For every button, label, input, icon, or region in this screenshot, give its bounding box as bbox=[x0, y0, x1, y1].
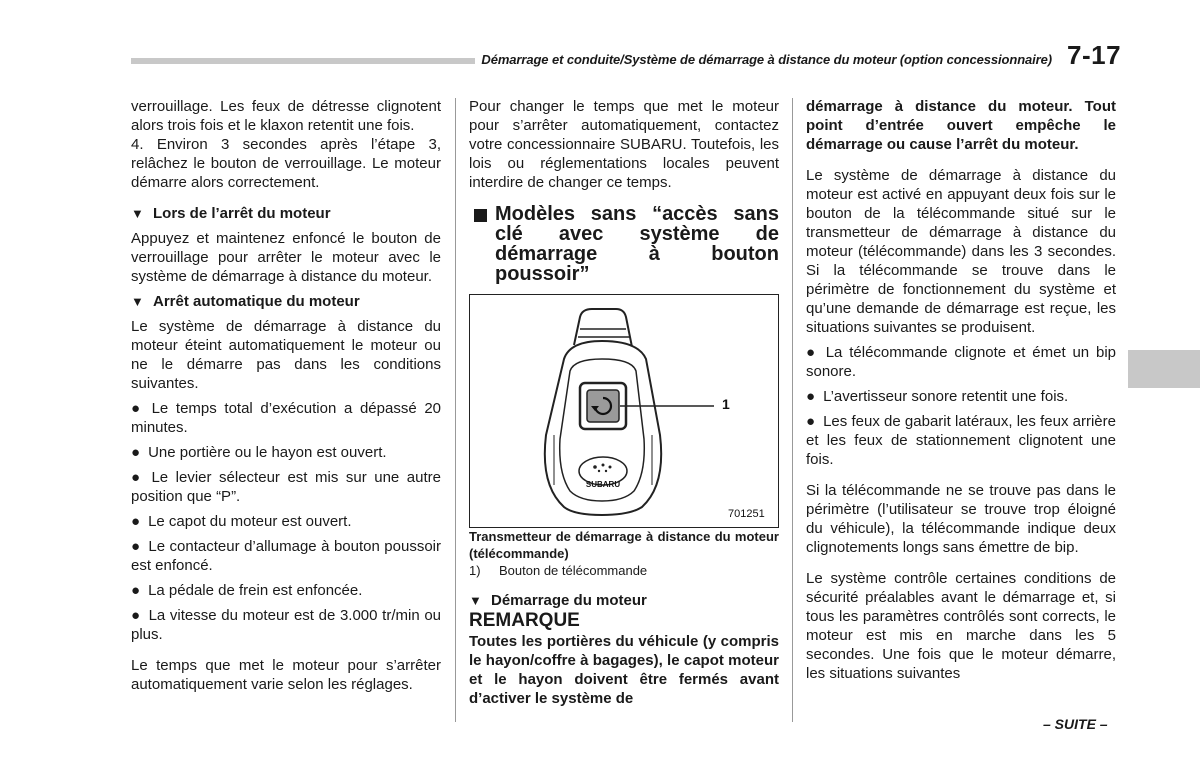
figure-caption: Transmetteur de démarrage à distance du moteur (télécommande) bbox=[469, 529, 779, 561]
note-continuation: démarrage à distance du moteur. Tout point d’entrée ouvert empêche le démarrage ou cause l’arrêt du moteur. bbox=[806, 98, 1116, 153]
list-item: ● Le contacteur d’allumage à bouton poussoir est enfoncé. bbox=[131, 538, 442, 574]
triangle-icon: ▼ bbox=[469, 593, 482, 608]
paragraph: Pour changer le temps que met le moteur pour s’arrêter automatiquement, contactez votre concessionnaire SUBARU. Toutefois, les lois ou réglementations locales peuvent interdire de changer ce temps. bbox=[469, 98, 779, 191]
paragraph: Le système contrôle certaines conditions de sécurité préalables avant le démarrage et, si tous les paramètres contrôlés sont corrects, le moteur est mis en marche dans les 5 secondes. Une fois que le moteur démarre, les situations suivantes bbox=[806, 570, 1116, 682]
paragraph: Le système de démarrage à distance du moteur éteint automatiquement le moteur ou ne le démarre pas dans les conditions suivantes. bbox=[131, 318, 441, 392]
triangle-icon: ▼ bbox=[131, 206, 144, 221]
section-title: Modèles sans “accès sans clé avec système de démarrage à bouton poussoir” bbox=[469, 204, 779, 284]
logo-text: SUBARU bbox=[585, 480, 621, 489]
running-header: Démarrage et conduite/Système de démarrage à distance du moteur (option concessionnaire) bbox=[475, 52, 1052, 67]
bullet-icon: ● bbox=[131, 444, 141, 461]
square-marker-icon bbox=[474, 209, 487, 222]
step-4: 4. Environ 3 secondes après l’étape 3, relâchez le bouton de verrouillage. Le moteur démarre alors correctement. bbox=[131, 136, 441, 191]
callout-number: 1 bbox=[722, 396, 730, 412]
page-number: 7-17 bbox=[1067, 40, 1122, 70]
list-item: ● Les feux de gabarit latéraux, les feux arrière et les feux de stationnement clignotent une fois. bbox=[806, 413, 1116, 468]
chapter-edge-tab bbox=[1128, 350, 1200, 388]
paragraph: Le système de démarrage à distance du moteur est activé en appuyant deux fois sur le bouton de la télécommande situé sur le transmetteur de démarrage à distance du moteur (télécommande) dans les 3 secondes. Si la télécommande se trouve dans le périmètre de fonctionnement du système et qu’une demande de démarrage est reçue, les situations suivantes se produisent. bbox=[806, 167, 1116, 336]
triangle-icon: ▼ bbox=[131, 294, 144, 309]
paragraph: Appuyez et maintenez enfoncé le bouton de verrouillage pour arrêter le moteur avec le système de démarrage à distance du moteur. bbox=[131, 230, 441, 285]
column-divider-1 bbox=[455, 98, 456, 722]
note-text: Toutes les portières du véhicule (y compris le hayon/coffre à bagages), le capot moteur et le hayon doivent être fermés avant d’activer le système de bbox=[469, 633, 779, 707]
paragraph: Si la télécommande ne se trouve pas dans le périmètre (l’utilisateur se trouve trop éloigné du véhicule), la télécommande indique deux clignotements longs sans émettre de bip. bbox=[806, 482, 1116, 556]
bullet-icon: ● bbox=[806, 388, 816, 405]
bullet-icon: ● bbox=[131, 538, 141, 555]
bullet-icon: ● bbox=[131, 400, 144, 417]
figure-code: 701251 bbox=[728, 508, 765, 520]
subheading-auto-stop: ▼ Arrêt automatique du moteur bbox=[131, 293, 360, 310]
bullet-icon: ● bbox=[806, 413, 816, 430]
bullet-icon: ● bbox=[131, 582, 141, 599]
paragraph: Le temps que met le moteur pour s’arrêter automatiquement varie selon les réglages. bbox=[131, 657, 441, 693]
remarque-heading: REMARQUE bbox=[469, 610, 580, 631]
bullet-icon: ● bbox=[131, 469, 144, 486]
list-item: ● Le capot du moteur est ouvert. bbox=[131, 513, 352, 530]
bullet-icon: ● bbox=[131, 607, 141, 624]
caption-item: 1) Bouton de télécommande bbox=[469, 563, 648, 578]
column-divider-2 bbox=[792, 98, 793, 722]
list-item: ● L’avertisseur sonore retentit une fois. bbox=[806, 388, 1069, 405]
subheading-engine-start: ▼ Démarrage du moteur bbox=[469, 592, 647, 609]
list-item: ● Une portière ou le hayon est ouvert. bbox=[131, 444, 387, 461]
column-2 bbox=[469, 97, 779, 708]
column-3 bbox=[806, 97, 1116, 683]
bullet-icon: ● bbox=[131, 513, 141, 530]
paragraph: verrouillage. Les feux de détresse clignotent alors trois fois et le klaxon retentit une fois. bbox=[131, 98, 441, 134]
list-item: ● La télécommande clignote et émet un bip sonore. bbox=[806, 344, 1116, 380]
list-item: ● Le temps total d’exécution a dépassé 20 minutes. bbox=[131, 400, 442, 436]
column-1 bbox=[131, 97, 441, 694]
remote-transmitter-figure bbox=[469, 294, 779, 528]
list-item: ● La vitesse du moteur est de 3.000 tr/min ou plus. bbox=[131, 607, 442, 643]
list-item: ● La pédale de frein est enfoncée. bbox=[131, 582, 363, 599]
subheading-stop-engine: ▼ Lors de l’arrêt du moteur bbox=[131, 205, 331, 222]
continued-marker: – SUITE – bbox=[1043, 716, 1108, 732]
remote-illustration bbox=[470, 295, 778, 527]
bullet-icon: ● bbox=[806, 344, 818, 361]
list-item: ● Le levier sélecteur est mis sur une autre position que “P”. bbox=[131, 469, 441, 505]
